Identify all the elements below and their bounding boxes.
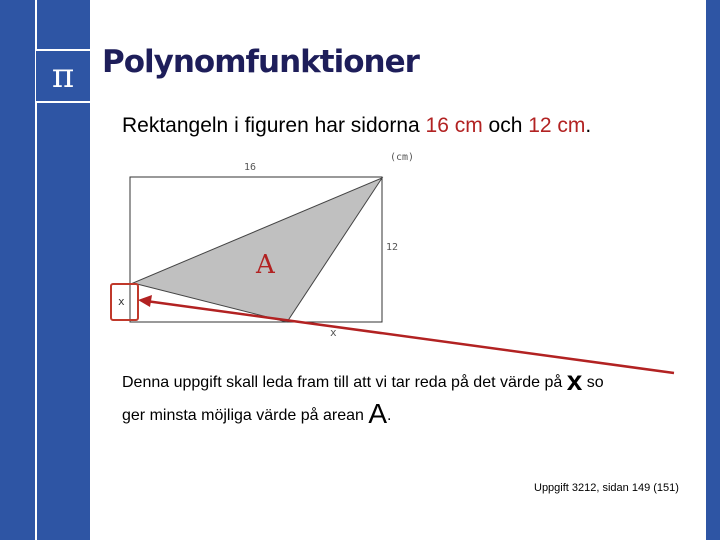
left-x-label: x	[118, 295, 125, 308]
pointer-arrow-head	[138, 295, 152, 307]
task-line-1-prefix: Denna uppgift skall leda fram till att vi tar reda på det värde på	[122, 374, 567, 391]
statement-prefix: Rektangeln i figuren har sidorna	[122, 114, 426, 137]
side-length-1: 16 cm	[425, 114, 483, 137]
right-length-label: 12	[386, 242, 399, 253]
pointer-arrow-line	[146, 301, 674, 373]
area-label: A	[256, 250, 275, 280]
statement-middle: och	[482, 114, 529, 137]
page-title: Polynomfunktioner	[102, 44, 419, 80]
task-text-line-1	[122, 365, 604, 397]
pi-icon: π	[51, 56, 75, 96]
variable-a: A	[368, 398, 388, 429]
task-line-2-prefix: ger minsta möjliga värde på arean	[122, 407, 369, 424]
task-line-2-suffix: .	[387, 407, 392, 424]
bottom-x-label: x	[330, 326, 337, 339]
reference-note: Uppgift 3212, sidan 149 (151)	[534, 482, 679, 494]
statement-suffix: .	[585, 114, 592, 137]
task-line-1-suffix: so	[582, 374, 604, 391]
top-length-label: 16	[244, 162, 257, 173]
unit-label: (cm)	[390, 152, 415, 163]
variable-x: x	[566, 365, 583, 396]
task-text-line-2	[122, 398, 392, 430]
side-length-2: 12 cm	[528, 114, 586, 137]
